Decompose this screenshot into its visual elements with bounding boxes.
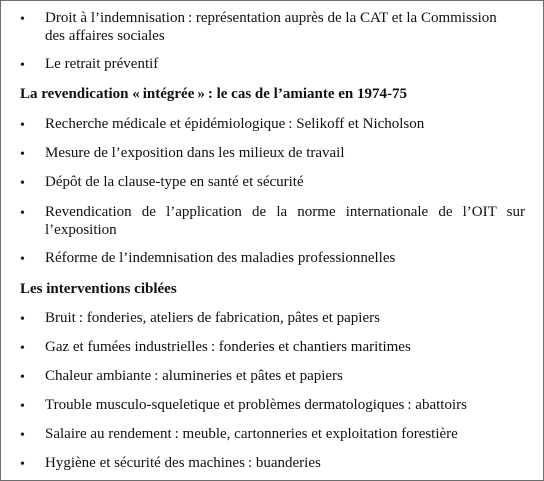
- bullet-icon: •: [20, 457, 25, 472]
- bullet-icon: •: [20, 12, 25, 27]
- bullet-icon: •: [20, 206, 25, 221]
- bullet-icon: •: [20, 399, 25, 414]
- bullet-icon: •: [20, 428, 25, 443]
- list-item: Mesure de l’exposition dans les milieux de travail: [45, 145, 345, 161]
- list-item: Le retrait préventif: [45, 56, 159, 72]
- list-item: Chaleur ambiante : alumineries et pâtes et papiers: [45, 368, 343, 384]
- list-item-continuation: l’exposition: [45, 222, 117, 238]
- list-item: Dépôt de la clause-type en santé et sécurité: [45, 174, 304, 190]
- bullet-icon: •: [20, 312, 25, 327]
- bullet-icon: •: [20, 370, 25, 385]
- bullet-icon: •: [20, 58, 25, 73]
- list-item: Droit à l’indemnisation : représentation auprès de la CAT et la Commission: [45, 10, 497, 26]
- bullet-icon: •: [20, 118, 25, 133]
- bullet-icon: •: [20, 147, 25, 162]
- section-heading: La revendication « intégrée » : le cas de l’amiante en 1974-75: [20, 86, 407, 102]
- bullet-icon: •: [20, 252, 25, 267]
- list-item: Gaz et fumées industrielles : fonderies et chantiers maritimes: [45, 339, 411, 355]
- section-heading: Les interventions ciblées: [20, 281, 177, 297]
- list-item: Trouble musculo-squeletique et problèmes dermatologiques : abattoirs: [45, 397, 467, 413]
- list-item: Réforme de l’indemnisation des maladies professionnelles: [45, 250, 396, 266]
- list-item-continuation: des affaires sociales: [45, 28, 165, 44]
- list-item: Salaire au rendement : meuble, cartonneries et exploitation forestière: [45, 426, 458, 442]
- list-item: Recherche médicale et épidémiologique : Selikoff et Nicholson: [45, 116, 425, 132]
- bullet-icon: •: [20, 341, 25, 356]
- list-item: Revendication de l’application de la norme internationale de l’OIT sur: [45, 204, 525, 220]
- bullet-icon: •: [20, 176, 25, 191]
- list-item: Hygiène et sécurité des machines : buanderies: [45, 455, 321, 471]
- list-item: Bruit : fonderies, ateliers de fabrication, pâtes et papiers: [45, 310, 380, 326]
